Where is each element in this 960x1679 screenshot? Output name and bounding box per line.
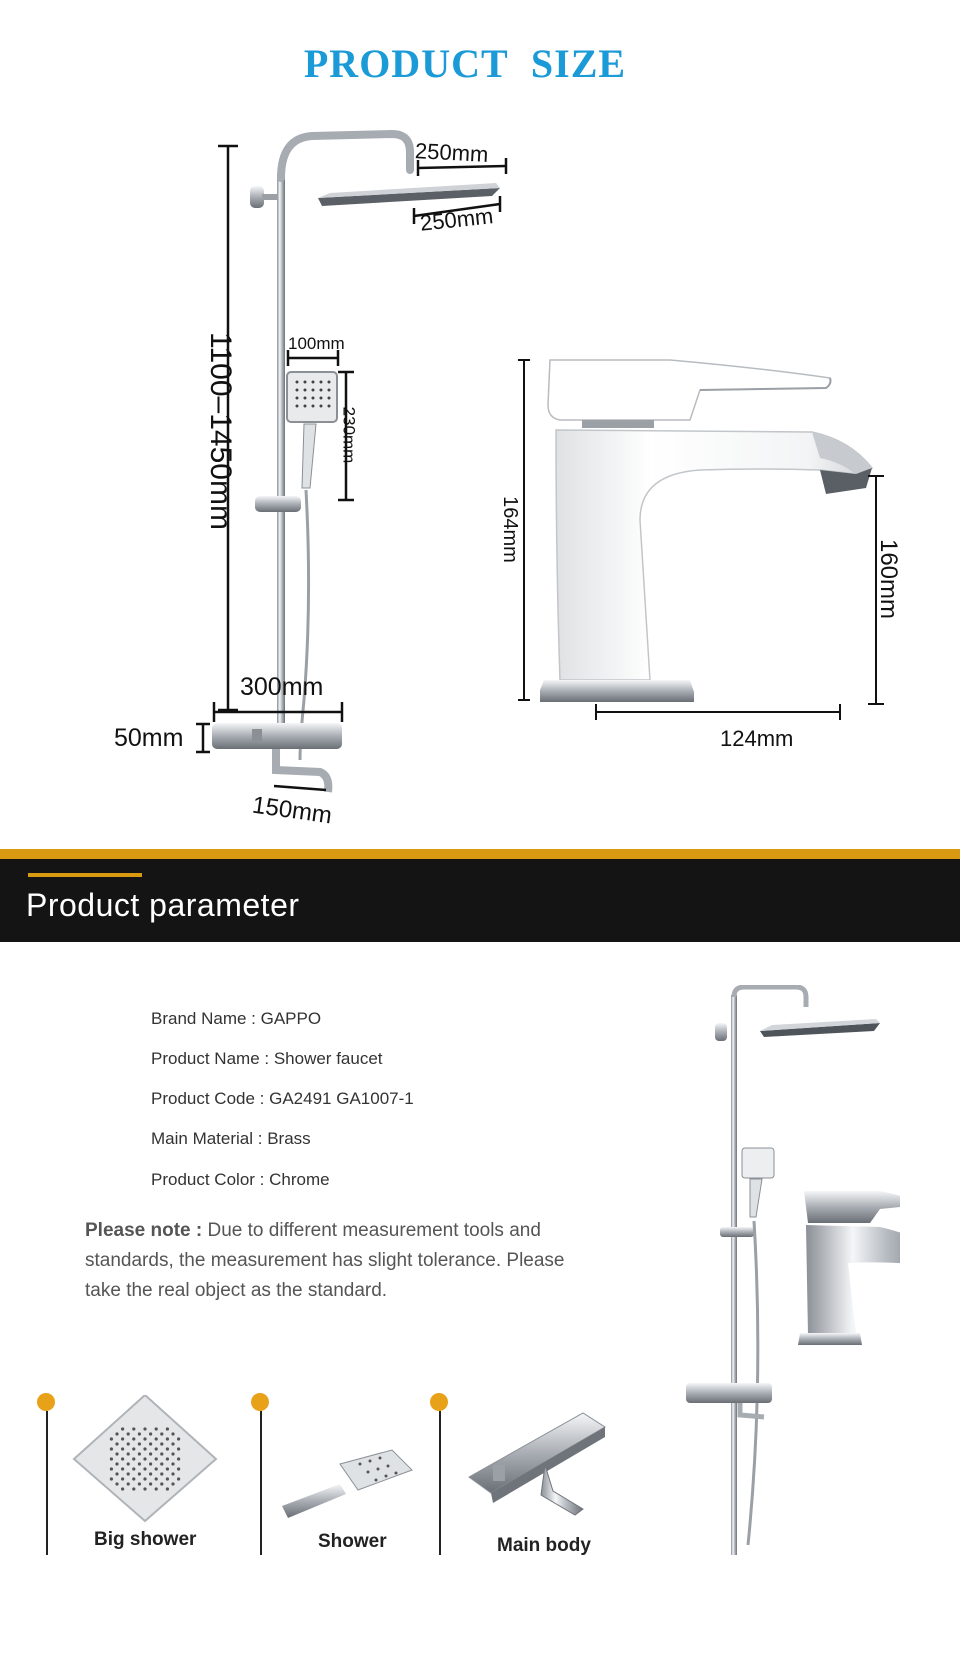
- feature-label-big-shower: Big shower: [94, 1529, 197, 1550]
- band-top-stripe: [0, 849, 960, 859]
- timeline-dot: [37, 1393, 55, 1411]
- param-brand: Brand Name : GAPPO: [151, 1009, 322, 1028]
- big-shower-head-icon: [70, 1395, 220, 1525]
- thermostatic-valve-icon: [465, 1405, 615, 1525]
- please-note: [85, 1216, 605, 1306]
- page-title: PRODUCT SIZE: [303, 41, 627, 86]
- timeline-line: [46, 1411, 48, 1555]
- hand-width-label: 100mm: [288, 334, 345, 353]
- basin-faucet-drawing: [540, 360, 872, 702]
- band-accent-line: [28, 873, 142, 877]
- hand-shower-icon: [272, 1430, 422, 1530]
- head-depth-label: 250mm: [418, 203, 495, 236]
- param-product-name: Product Name : Shower faucet: [151, 1049, 383, 1068]
- note-heading: Please note :: [85, 1220, 203, 1241]
- note-text: Due to different measurement tools and standards, the measurement has slight tolerance. Please take the real object as the standard.: [85, 1220, 565, 1301]
- bar-width-label: 300mm: [240, 673, 324, 701]
- height-range-label: 1100–1450mm: [204, 332, 237, 530]
- product-photo: [680, 985, 900, 1565]
- feature-label-main-body: Main body: [497, 1535, 591, 1556]
- faucet-spout-height-label: 160mm: [875, 538, 903, 620]
- param-color: Product Color : Chrome: [151, 1170, 330, 1189]
- timeline-line: [439, 1411, 441, 1555]
- feature-label-shower: Shower: [318, 1531, 387, 1552]
- section-title: Product parameter: [26, 887, 300, 923]
- timeline-dot: [430, 1393, 448, 1411]
- param-product-code: Product Code : GA2491 GA1007-1: [151, 1089, 414, 1108]
- timeline-line: [260, 1411, 262, 1555]
- spout-label: 150mm: [250, 791, 334, 830]
- param-material: Main Material : Brass: [151, 1129, 311, 1148]
- hand-length-label: 230mm: [339, 406, 359, 464]
- bar-height-label: 50mm: [114, 724, 184, 752]
- faucet-height-label: 164mm: [498, 496, 521, 563]
- timeline-dot: [251, 1393, 269, 1411]
- head-width-label: 250mm: [414, 138, 489, 167]
- faucet-base-label: 124mm: [720, 726, 794, 751]
